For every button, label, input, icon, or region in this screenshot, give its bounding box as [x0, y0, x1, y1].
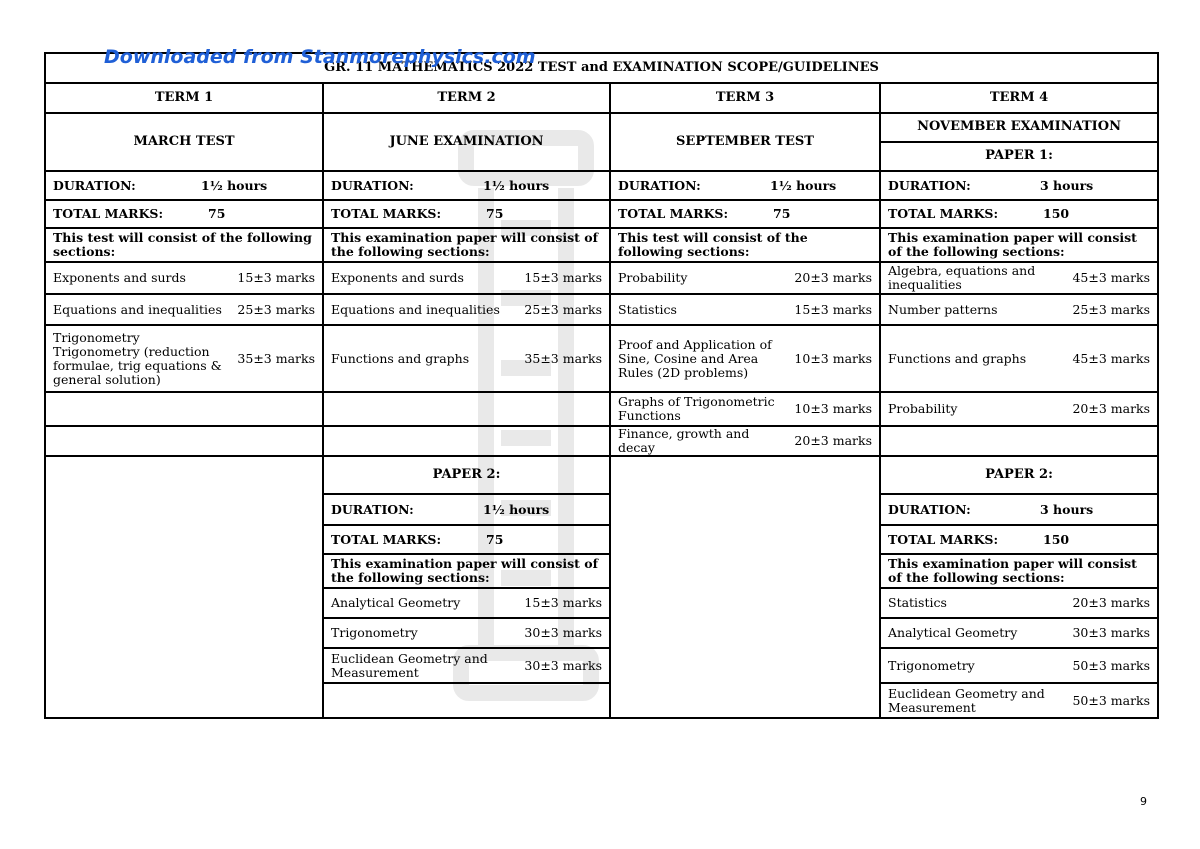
- t1-intro: This test will consist of the following sections:: [45, 228, 323, 262]
- t4-topic-1: Algebra, equations and inequalities 45±3 marks: [880, 262, 1158, 294]
- t4-topic-3: Functions and graphs 45±3 marks: [880, 325, 1158, 392]
- t2-topic-3: Functions and graphs 35±3 marks: [323, 325, 610, 392]
- t3-topic-2: Statistics 15±3 marks: [610, 294, 880, 325]
- t2-p2-topic-3: Euclidean Geometry and Measurement 30±3 marks: [323, 648, 610, 683]
- t4-topic-4: Probability 20±3 marks: [880, 392, 1158, 426]
- t3-topic-1: Probability 20±3 marks: [610, 262, 880, 294]
- term-4-header: TERM 4: [880, 83, 1158, 113]
- table-title: GR. 11 MATHEMATICS 2022 TEST and EXAMINATION SCOPE/GUIDELINES: [45, 53, 1158, 83]
- t1-total: TOTAL MARKS: 75: [45, 200, 323, 228]
- t2-empty-row-5: [323, 426, 610, 456]
- term-4-paper-label: PAPER 1:: [880, 142, 1158, 171]
- t4-p2-duration: DURATION: 3 hours: [880, 494, 1158, 525]
- page-number: 9: [1140, 795, 1147, 808]
- t1-topic-1: Exponents and surds 15±3 marks: [45, 262, 323, 294]
- t2-p2-total: TOTAL MARKS: 75: [323, 525, 610, 554]
- t2-p2-empty-row: [323, 683, 610, 718]
- t1-empty-row-5: [45, 426, 323, 456]
- t2-intro: This examination paper will consist of the following sections:: [323, 228, 610, 262]
- t4-p2-topic-1: Statistics 20±3 marks: [880, 588, 1158, 618]
- t4-total: TOTAL MARKS: 150: [880, 200, 1158, 228]
- term-4-assessment: NOVEMBER EXAMINATION: [880, 113, 1158, 142]
- t2-paper2-heading: PAPER 2:: [323, 456, 610, 494]
- t3-intro: This test will consist of the following sections:: [610, 228, 880, 262]
- t4-p2-total: TOTAL MARKS: 150: [880, 525, 1158, 554]
- t3-duration: DURATION: 1½ hours: [610, 171, 880, 200]
- t3-topic-3: Proof and Application of Sine, Cosine and Area Rules (2D problems) 10±3 marks: [610, 325, 880, 392]
- term-1-header: TERM 1: [45, 83, 323, 113]
- t4-intro: This examination paper will consist of the following sections:: [880, 228, 1158, 262]
- t2-p2-topic-2: Trigonometry 30±3 marks: [323, 618, 610, 648]
- t2-p2-topic-1: Analytical Geometry 15±3 marks: [323, 588, 610, 618]
- t1-duration: DURATION: 1½ hours: [45, 171, 323, 200]
- watermark-download-text: Downloaded from Stanmorephysics.com: [104, 46, 536, 68]
- t3-topic-5: Finance, growth and decay 20±3 marks: [610, 426, 880, 456]
- term-2-header: TERM 2: [323, 83, 610, 113]
- scope-table: [44, 52, 1159, 719]
- t1-topic-3: Trigonometry Trigonometry (reduction formulae, trig equations & general solution) 35±3 marks: [45, 325, 323, 392]
- t4-p2-topic-2: Analytical Geometry 30±3 marks: [880, 618, 1158, 648]
- t2-empty-row-4: [323, 392, 610, 426]
- t3-total: TOTAL MARKS: 75: [610, 200, 880, 228]
- t1-paper2-empty: [45, 456, 323, 718]
- t1-topic-2: Equations and inequalities 25±3 marks: [45, 294, 323, 325]
- t2-p2-intro: This examination paper will consist of the following sections:: [323, 554, 610, 588]
- t1-empty-row-4: [45, 392, 323, 426]
- t4-paper2-heading: PAPER 2:: [880, 456, 1158, 494]
- t2-p2-duration: DURATION: 1½ hours: [323, 494, 610, 525]
- t2-duration: DURATION: 1½ hours: [323, 171, 610, 200]
- t2-topic-2: Equations and inequalities 25±3 marks: [323, 294, 610, 325]
- t3-paper2-empty: [610, 456, 880, 718]
- term-1-assessment: MARCH TEST: [45, 113, 323, 171]
- t4-p2-intro: This examination paper will consist of the following sections:: [880, 554, 1158, 588]
- t3-topic-4: Graphs of Trigonometric Functions 10±3 marks: [610, 392, 880, 426]
- t2-total: TOTAL MARKS: 75: [323, 200, 610, 228]
- t2-topic-1: Exponents and surds 15±3 marks: [323, 262, 610, 294]
- t4-topic-2: Number patterns 25±3 marks: [880, 294, 1158, 325]
- t4-p2-topic-4: Euclidean Geometry and Measurement 50±3 marks: [880, 683, 1158, 718]
- t4-duration: DURATION: 3 hours: [880, 171, 1158, 200]
- t4-empty-row-5: [880, 426, 1158, 456]
- term-3-header: TERM 3: [610, 83, 880, 113]
- term-3-assessment: SEPTEMBER TEST: [610, 113, 880, 171]
- term-2-assessment: JUNE EXAMINATION: [323, 113, 610, 171]
- t4-p2-topic-3: Trigonometry 50±3 marks: [880, 648, 1158, 683]
